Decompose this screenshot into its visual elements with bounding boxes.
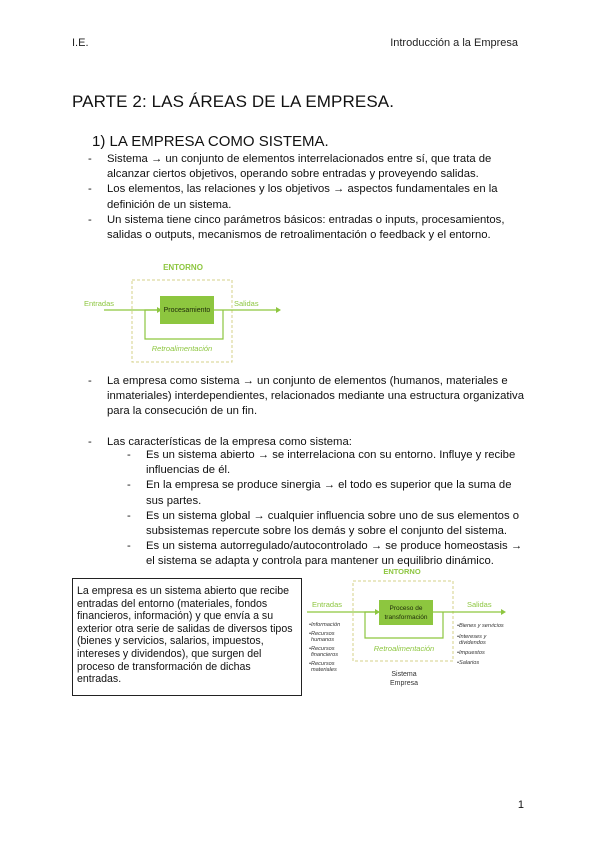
diagram2-output-item: •Impuestos xyxy=(457,650,485,656)
diagram2-output-item: •Bienes y servicios xyxy=(457,623,504,629)
diagram-entradas-label: Entradas xyxy=(84,299,115,308)
diagram2-process-line2: transformación xyxy=(384,614,428,621)
section-title: 1) LA EMPRESA COMO SISTEMA. xyxy=(92,133,329,150)
system-diagram xyxy=(82,258,282,368)
diagram2-output-item: dividendos xyxy=(459,640,486,646)
list-item: - Es un sistema abierto → se interrelaciona con su entorno. Influye y recibe influencias de él. xyxy=(127,448,532,478)
diagram2-retro-label: Retroalimentación xyxy=(373,644,435,653)
diagram2-entradas-label: Entradas xyxy=(312,600,343,609)
header-left: I.E. xyxy=(72,37,89,49)
diagram2-output-item: •Salarios xyxy=(457,660,480,666)
intro-bullet-list xyxy=(88,152,528,243)
diagram2-input-item: •Recursos xyxy=(309,661,335,667)
list-item: - Las características de la empresa como sistema: xyxy=(88,435,528,450)
caracteristicas-sub-list xyxy=(127,448,532,570)
diagram2-input-item: financieros xyxy=(311,652,339,658)
diagram-salidas-label: Salidas xyxy=(234,299,259,308)
list-item: - La empresa como sistema → un conjunto de elementos (humanos, materiales e inmateriales) interdependientes, relacionados mediante una estructura organizativa para la consecución de un fin. xyxy=(88,374,528,420)
summary-textbox: La empresa es un sistema abierto que recibe entradas del entorno (materiales, fondos financieros, información) y que envía a su exterior otra serie de salidas de diversos tipos (bienes y servicios, salarios, impuestos, intereses y dividendos), que surgen del proceso de transformación de dichas entradas. xyxy=(72,578,302,696)
diagram-retro-label: Retroalimentación xyxy=(151,344,213,353)
diagram2-input-item: •Recursos xyxy=(309,631,335,637)
diagram2-process-box xyxy=(379,600,433,625)
diagram2-entorno-label: ENTORNO xyxy=(383,567,421,576)
diagram2-process-line1: Proceso de xyxy=(389,605,423,612)
diagram2-output-item: •Intereses y xyxy=(457,634,487,640)
diagram2-salidas-label: Salidas xyxy=(467,600,492,609)
page-title: PARTE 2: LAS ÁREAS DE LA EMPRESA. xyxy=(72,92,395,111)
list-item: - Es un sistema global → cualquier influencia sobre uno de sus elementos o subsistemas repercute sobre los demás y sobre el conjunto del sistema. xyxy=(127,509,532,539)
diagram2-output-arrowhead xyxy=(501,609,506,615)
diagram2-input-item: •Recursos xyxy=(309,646,335,652)
diagram2-input-item: •Información xyxy=(309,622,341,628)
diagram-output-arrowhead xyxy=(276,307,281,313)
diagram2-input-item: materiales xyxy=(311,667,337,673)
diagram2-sistema-line1: Sistema xyxy=(391,671,417,678)
diagram2-sistema-line2: Empresa xyxy=(389,680,419,687)
empresa-system-diagram xyxy=(305,563,510,693)
page-number: 1 xyxy=(517,799,524,811)
diagram-process-label: Procesamiento xyxy=(163,307,211,314)
diagram-entorno-label: ENTORNO xyxy=(163,263,203,272)
header-right: Introducción a la Empresa xyxy=(390,37,518,49)
list-item: - Los elementos, las relaciones y los objetivos → aspectos fundamentales en la definición de un sistema. xyxy=(88,182,528,212)
list-item: - Es un sistema autorregulado/autocontrolado → se produce homeostasis → el sistema se adapta y controla para mantener un equilibrio dinámico. xyxy=(127,539,532,569)
list-item: - Sistema → un conjunto de elementos interrelacionados entre sí, que trata de alcanzar ciertos objetivos, operando sobre entradas y proveyendo salidas. xyxy=(88,152,528,182)
empresa-bullet-list xyxy=(88,374,528,420)
list-item: - Un sistema tiene cinco parámetros básicos: entradas o inputs, procesamientos, salidas o outputs, mecanismos de retroalimentación o feedback y el entorno. xyxy=(88,213,528,243)
list-item: - En la empresa se produce sinergia → el todo es superior que la suma de sus partes. xyxy=(127,478,532,508)
diagram2-input-item: humanos xyxy=(311,637,335,643)
